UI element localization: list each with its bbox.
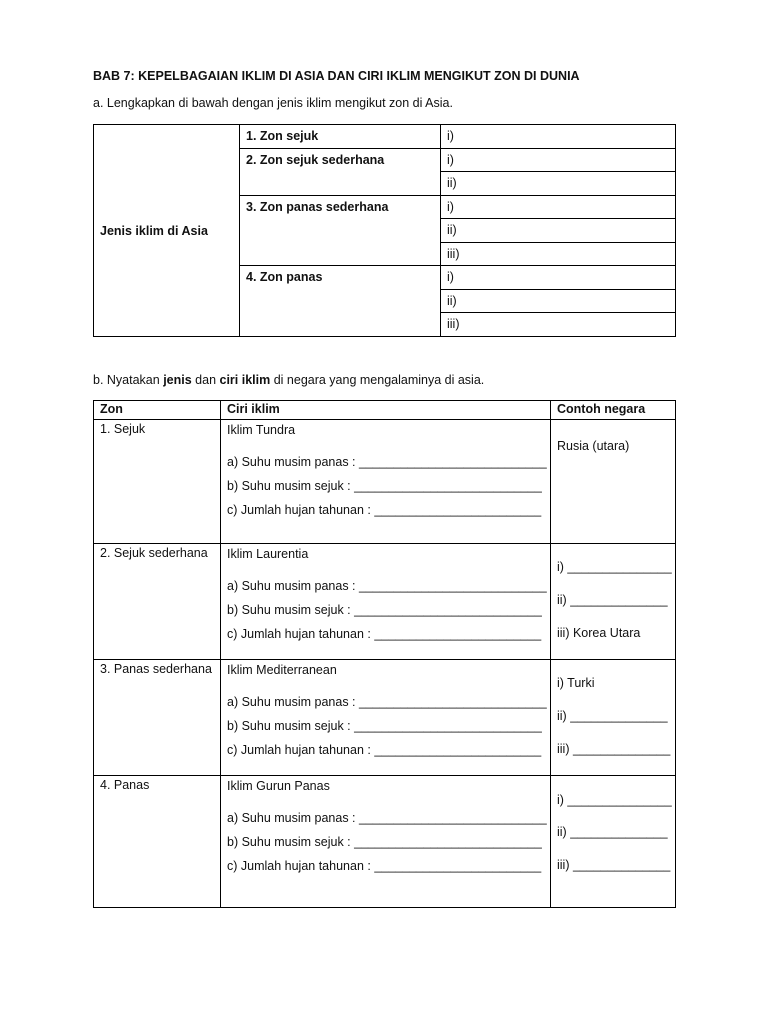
climate-cell <box>221 420 551 544</box>
instruction-b-prefix: b. Nyatakan <box>93 373 164 387</box>
question-suhu-sejuk[interactable]: b) Suhu musim sejuk : ___________________________ <box>227 719 542 733</box>
zone-label: 4. Zon panas <box>240 266 441 337</box>
question-suhu-panas[interactable]: a) Suhu musim panas : ___________________________ <box>227 695 547 709</box>
table-row <box>94 660 676 776</box>
zone-label: 2. Zon sejuk sederhana <box>240 148 441 195</box>
example-country-blank[interactable]: ii) ______________ <box>557 709 668 723</box>
example-country-blank[interactable]: iii) ______________ <box>557 742 671 756</box>
zone-cell: 2. Sejuk sederhana <box>94 544 221 660</box>
zone-cell: 4. Panas <box>94 776 221 908</box>
example-country-blank[interactable]: ii) ______________ <box>557 593 668 607</box>
question-suhu-panas[interactable]: a) Suhu musim panas : ___________________________ <box>227 579 547 593</box>
question-suhu-panas[interactable]: a) Suhu musim panas : ___________________________ <box>227 455 547 469</box>
example-cell <box>551 660 676 776</box>
header-contoh-negara: Contoh negara <box>551 401 676 420</box>
answer-slot[interactable]: iii) <box>441 242 676 266</box>
climate-type-table <box>93 124 676 337</box>
answer-slot[interactable]: i) <box>441 125 676 149</box>
instruction-b-bold-ciri: ciri iklim <box>219 373 271 387</box>
instruction-b-mid: dan <box>191 373 220 387</box>
zone-cell: 3. Panas sederhana <box>94 660 221 776</box>
zone-cell: 1. Sejuk <box>94 420 221 544</box>
answer-slot[interactable]: i) <box>441 148 676 172</box>
example-country-blank[interactable]: ii) ______________ <box>557 825 668 839</box>
instruction-b <box>93 373 484 387</box>
header-zon: Zon <box>94 401 221 420</box>
row-label-jenis-iklim: Jenis iklim di Asia <box>94 125 240 337</box>
question-jumlah-hujan[interactable]: c) Jumlah hujan tahunan : ________________________ <box>227 503 542 517</box>
climate-characteristics-table <box>93 400 676 908</box>
question-suhu-sejuk[interactable]: b) Suhu musim sejuk : ___________________________ <box>227 479 542 493</box>
example-country: Rusia (utara) <box>557 439 630 453</box>
question-jumlah-hujan[interactable]: c) Jumlah hujan tahunan : ________________________ <box>227 627 542 641</box>
example-cell <box>551 420 676 544</box>
question-suhu-sejuk[interactable]: b) Suhu musim sejuk : ___________________________ <box>227 603 542 617</box>
table-row <box>94 420 676 544</box>
answer-slot[interactable]: ii) <box>441 289 676 313</box>
question-suhu-sejuk[interactable]: b) Suhu musim sejuk : ___________________________ <box>227 835 542 849</box>
page-title: BAB 7: KEPELBAGAIAN IKLIM DI ASIA DAN CIRI IKLIM MENGIKUT ZON DI DUNIA <box>93 69 580 83</box>
answer-slot[interactable]: ii) <box>441 172 676 196</box>
climate-name: Iklim Tundra <box>227 423 296 437</box>
instruction-b-bold-jenis: jenis <box>163 373 192 387</box>
example-country: i) Turki <box>557 676 595 690</box>
climate-name: Iklim Laurentia <box>227 547 309 561</box>
climate-name: Iklim Gurun Panas <box>227 779 330 793</box>
instruction-b-suffix: di negara yang mengalaminya di asia. <box>270 373 485 387</box>
example-country: iii) Korea Utara <box>557 626 641 640</box>
climate-cell <box>221 544 551 660</box>
answer-slot[interactable]: ii) <box>441 219 676 243</box>
climate-cell <box>221 660 551 776</box>
example-country-blank[interactable]: i) _______________ <box>557 793 672 807</box>
question-jumlah-hujan[interactable]: c) Jumlah hujan tahunan : ________________________ <box>227 743 542 757</box>
table-row <box>94 776 676 908</box>
question-jumlah-hujan[interactable]: c) Jumlah hujan tahunan : ________________________ <box>227 859 542 873</box>
example-cell <box>551 776 676 908</box>
answer-slot[interactable]: i) <box>441 266 676 290</box>
example-country-blank[interactable]: iii) ______________ <box>557 858 671 872</box>
instruction-a: a. Lengkapkan di bawah dengan jenis iklim mengikut zon di Asia. <box>93 96 453 110</box>
header-ciri-iklim: Ciri iklim <box>221 401 551 420</box>
example-country-blank[interactable]: i) _______________ <box>557 560 672 574</box>
climate-cell <box>221 776 551 908</box>
answer-slot[interactable]: iii) <box>441 313 676 337</box>
table-row <box>94 544 676 660</box>
zone-label: 3. Zon panas sederhana <box>240 195 441 266</box>
answer-slot[interactable]: i) <box>441 195 676 219</box>
question-suhu-panas[interactable]: a) Suhu musim panas : ___________________________ <box>227 811 547 825</box>
zone-label: 1. Zon sejuk <box>240 125 441 149</box>
climate-name: Iklim Mediterranean <box>227 663 337 677</box>
example-cell <box>551 544 676 660</box>
